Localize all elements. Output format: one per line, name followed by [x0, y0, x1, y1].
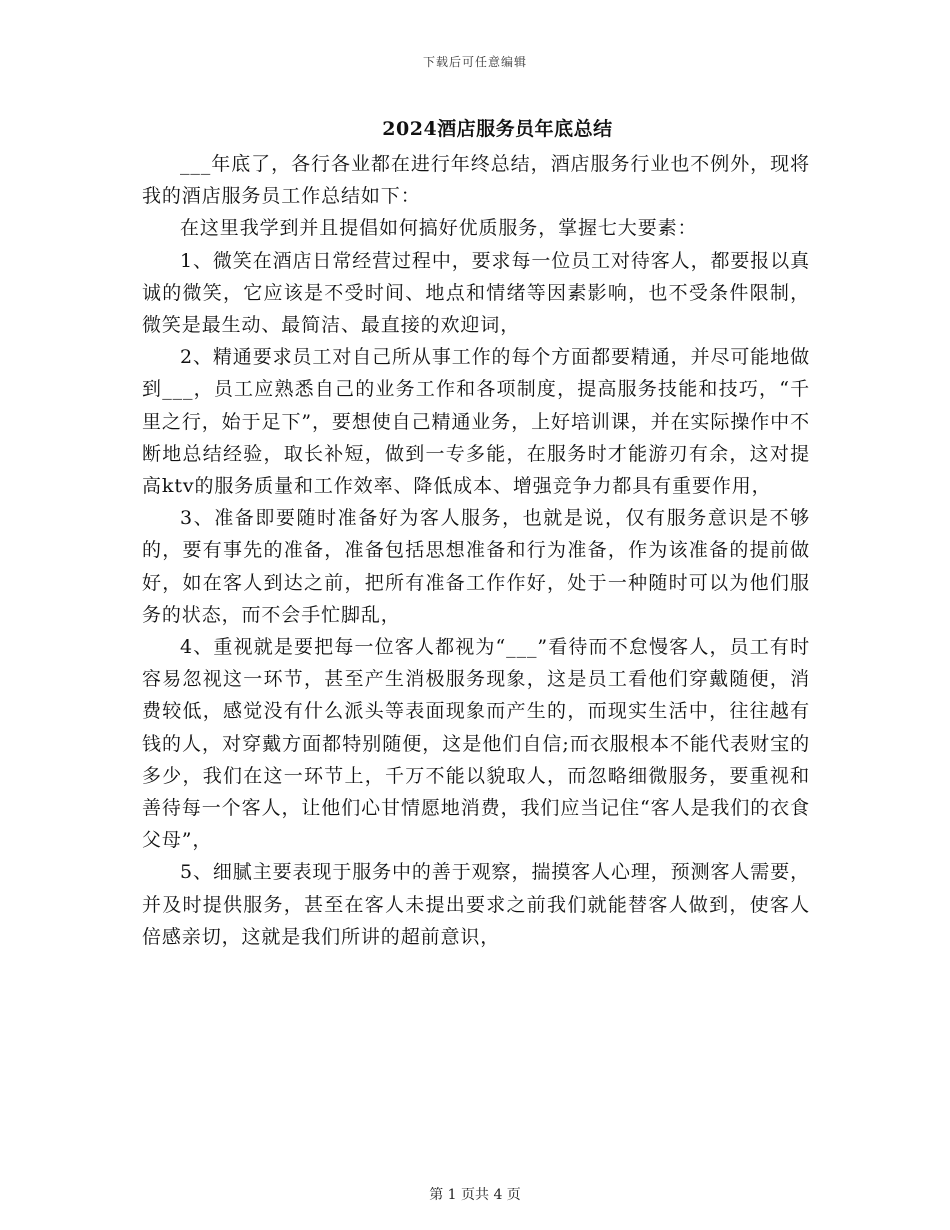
paragraph-attention: 4、重视就是要把每一位客人都视为“___”看待而不怠慢客人，员工有时容易忽视这一环节，甚至产生消极服务现象，这是员工看他们穿戴随便，消费较低，感觉没有什么派头等表面现象而产生的，而现实生活中，往往越有钱的人，对穿戴方面都特别随便，这是他们自信;而衣服根本不能代表财宝的多少，我们在这一环节上，千万不能以貌取人，而忽略细微服务，要重视和善待每一个客人，让他们心甘情愿地消费，我们应当记住“客人是我们的衣食父母”，	[142, 636, 810, 852]
document-title: 2024酒店服务员年底总结	[382, 118, 613, 140]
paragraph-proficiency: 2、精通要求员工对自己所从事工作的每个方面都要精通，并尽可能地做到___，员工应熟悉自己的业务工作和各项制度，提高服务技能和技巧，“千里之行，始于足下”，要想使自己精通业务，上好培训课，并在实际操作中不断地总结经验，取长补短，做到一专多能，在服务时才能游刃有余，这对提高ktv的服务质量和工作效率、降低成本、增强竞争力都具有重要作用，	[142, 346, 810, 498]
paragraph-seven-elements: 在这里我学到并且提倡如何搞好优质服务，掌握七大要素：	[180, 217, 698, 240]
paragraph-smile: 1、微笑在酒店日常经营过程中，要求每一位员工对待客人，都要报以真诚的微笑，它应该是不受时间、地点和情绪等因素影响，也不受条件限制，微笑是最生动、最简洁、最直接的欢迎词，	[142, 249, 810, 337]
header-note: 下载后可任意编辑	[422, 55, 527, 69]
paragraph-meticulous: 5、细腻主要表现于服务中的善于观察，揣摸客人心理，预测客人需要，并及时提供服务，甚至在客人未提出要求之前我们就能替客人做到，使客人倍感亲切，这就是我们所讲的超前意识，	[142, 861, 810, 948]
document-body	[142, 148, 810, 953]
page-number: 第 1 页共 4 页	[429, 1187, 521, 1203]
paragraph-preparation: 3、准备即要随时准备好为客人服务，也就是说，仅有服务意识是不够的，要有事先的准备，准备包括思想准备和行为准备，作为该准备的提前做好，如在客人到达之前，把所有准备工作作好，处于一种随时可以为他们服务的状态，而不会手忙脚乱，	[142, 507, 810, 626]
paragraph-intro: ___年底了，各行各业都在进行年终总结，酒店服务行业也不例外，现将我的酒店服务员工作总结如下：	[142, 153, 810, 208]
